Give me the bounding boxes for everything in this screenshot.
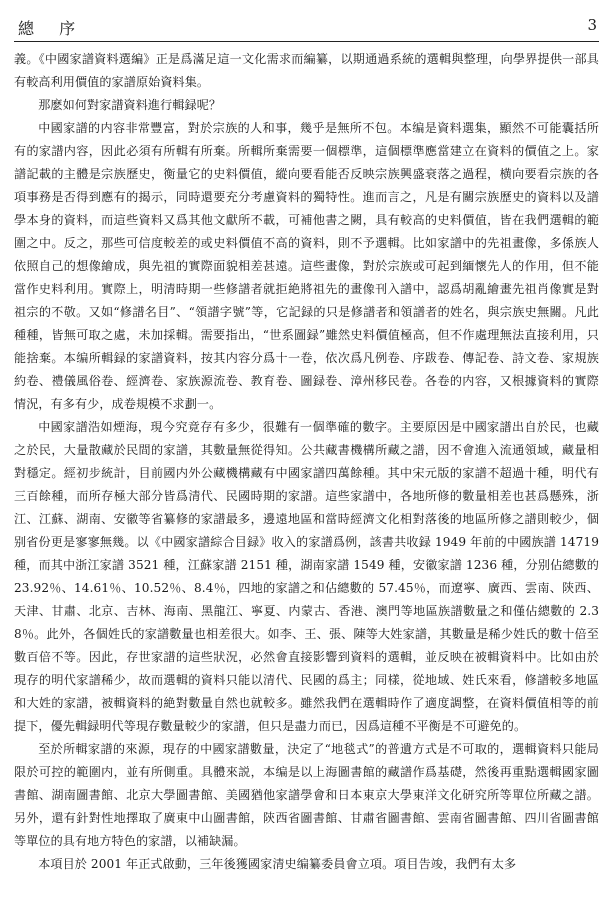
header-title: 總 序 [18,19,86,38]
paragraph-question: 那麽如何對家譜資料進行輯録呢？ [38,98,222,112]
paragraph-holdings-statistics: 中國家譜浩如煙海，現今究竟存有多少，很難有一個準確的數字。主要原因是中國家譜出自於民，也藏之於民，大量散藏於民間的家譜，其數量無從得知。公共藏書機構所藏之譜，因不會進入流通領域，藏量相對穩定。經初步統計，目前國内外公藏機構藏有中國家譜四萬餘種。其中宋元版的家譜不超過十種，明代有三百餘種，而所存極大部分皆爲清代、民國時期的家譜。這些家譜中，各地所修的數量相差也甚爲懸殊，浙江、江蘇、湖南、安徽等省纂修的家譜最多，邊遠地區和當時經濟文化相對落後的地區所修之譜則較少，個别省份更是寥寥無幾。以《中國家譜綜合目録》收入的家譜爲例，該書共收録 1949 年前的中國族譜 14719 種，而其中浙江家譜 3521 種，江蘇家譜 2151 種，湖南家譜 1549 種，安徽家譜 1236 種，分别佔總數的 23.92％、14.61％、10.52％、8.4％，四地的家譜之和佔總數的 57.45％，而遼寧、廣西、雲南、陝西、天津、甘肅、北京、吉林、海南、黑龍江、寧夏、内蒙古、香港、澳門等地區族譜數量之和僅佔總數的 2.38％。此外，各個姓氏的家譜數量也相差很大。如李、王、張、陳等大姓家譜，其數量是稀少姓氏的數十倍至數百倍不等。因此，存世家譜的這些狀況，必然會直接影響到資料的選輯，並反映在被輯資料中。比如由於現存的明代家譜稀少，故而選輯的資料只能以清代、民國的爲主；同樣，從地域、姓氏來看，修譜較多地區和大姓的家譜，被輯資料的絶對數量自然也就較多。雖然我們在選輯時作了適度調整，在資料價值相等的前提下，優先輯録明代等現存數量較少的家譜，但只是盡力而已，因爲這種不平衡是不可避免的。 [14,420,599,733]
header-rule [14,41,599,42]
running-header [14,14,599,36]
body-text [14,48,599,903]
paragraph-project-start: 本項目於 2001 年正式啟動，三年後獲國家清史编纂委員會立項。項目告竣，我們有太多 [38,857,517,871]
page-number: 3 [587,16,597,34]
paragraph-sources: 至於所輯家譜的來源，現存的中國家譜數量，決定了“地毯式”的普遺方式是不可取的，選輯資料只能局限於可控的範圍内，並有所側重。具體來説，本编是以上海圖書館的藏譜作爲基礎，然後再重點選輯國家圖書館、湖南圖書館、北京大學圖書館、美國猶他家譜學會和日本東京大學東洋文化研究所等單位所藏之譜。另外，還有針對性地擇取了廣東中山圖書館，陝西省圖書館、甘肅省圖書館、雲南省圖書館、四川省圖書館等單位的具有地方特色的家譜，以補缺漏。 [14,742,599,848]
paragraph-selection-criteria: 中國家譜的内容非常豐富，對於宗族的人和事，幾乎是無所不包。本编是資料選集，顯然不可能囊括所有的家譜内容，因此必須有所輯有所棄。所輯所棄需要一個標準，這個標準應當建立在資料的價值之上。家譜記載的主體是宗族歷史，衡量它的史料價值，縱向要看能否反映宗族興盛衰落之過程，横向要看宗族的各項事務是否得到應有的揭示，同時還要充分考慮資料的獨特性。進而言之，凡是有關宗族歷史的資料以及譜學本身的資料，而這些資料又爲其他文獻所不載，可補他書之闕，具有較高的史料價值，皆在我們選輯的範圍之中。反之，那些可信度較差的或史料價值不高的資料，則不予選輯。比如家譜中的先祖畫像，多係族人依照自己的想像繪成，與先祖的實際面貌相差甚遠。這些畫像，對於宗族或可起到緬懷先人的作用，但不能當作史料利用。實際上，明清時期一些修譜者就拒絶將祖先的畫像刊入譜中，認爲胡亂繪畫先祖肖像實是對祖宗的不敬。又如“修譜名目”、“領譜字號”等，它記録的只是修譜者和領譜者的姓名，與宗族史無關。凡此種種，皆無可取之處，未加採輯。需要指出，“世系圖録”雖然史料價值極高，但不作處理無法直接利用，只能捨棄。本编所輯録的家譜資料，按其内容分爲十一卷，依次爲凡例卷、序跋卷、傳記卷、詩文卷、家規族約卷、禮儀風俗卷、經濟卷、家族源流卷、教育卷、圖録卷、漳州移民卷。各卷的内容，又根據資料的實際情況，有多有少，成卷規模不求劃一。 [14,121,599,411]
paragraph-continuation: 義。《中國家譜資料選編》正是爲滿足這一文化需求而編纂，以期通過系統的選輯與整理，向學界提供一部具有較高利用價值的家譜原始資料集。 [14,52,599,89]
